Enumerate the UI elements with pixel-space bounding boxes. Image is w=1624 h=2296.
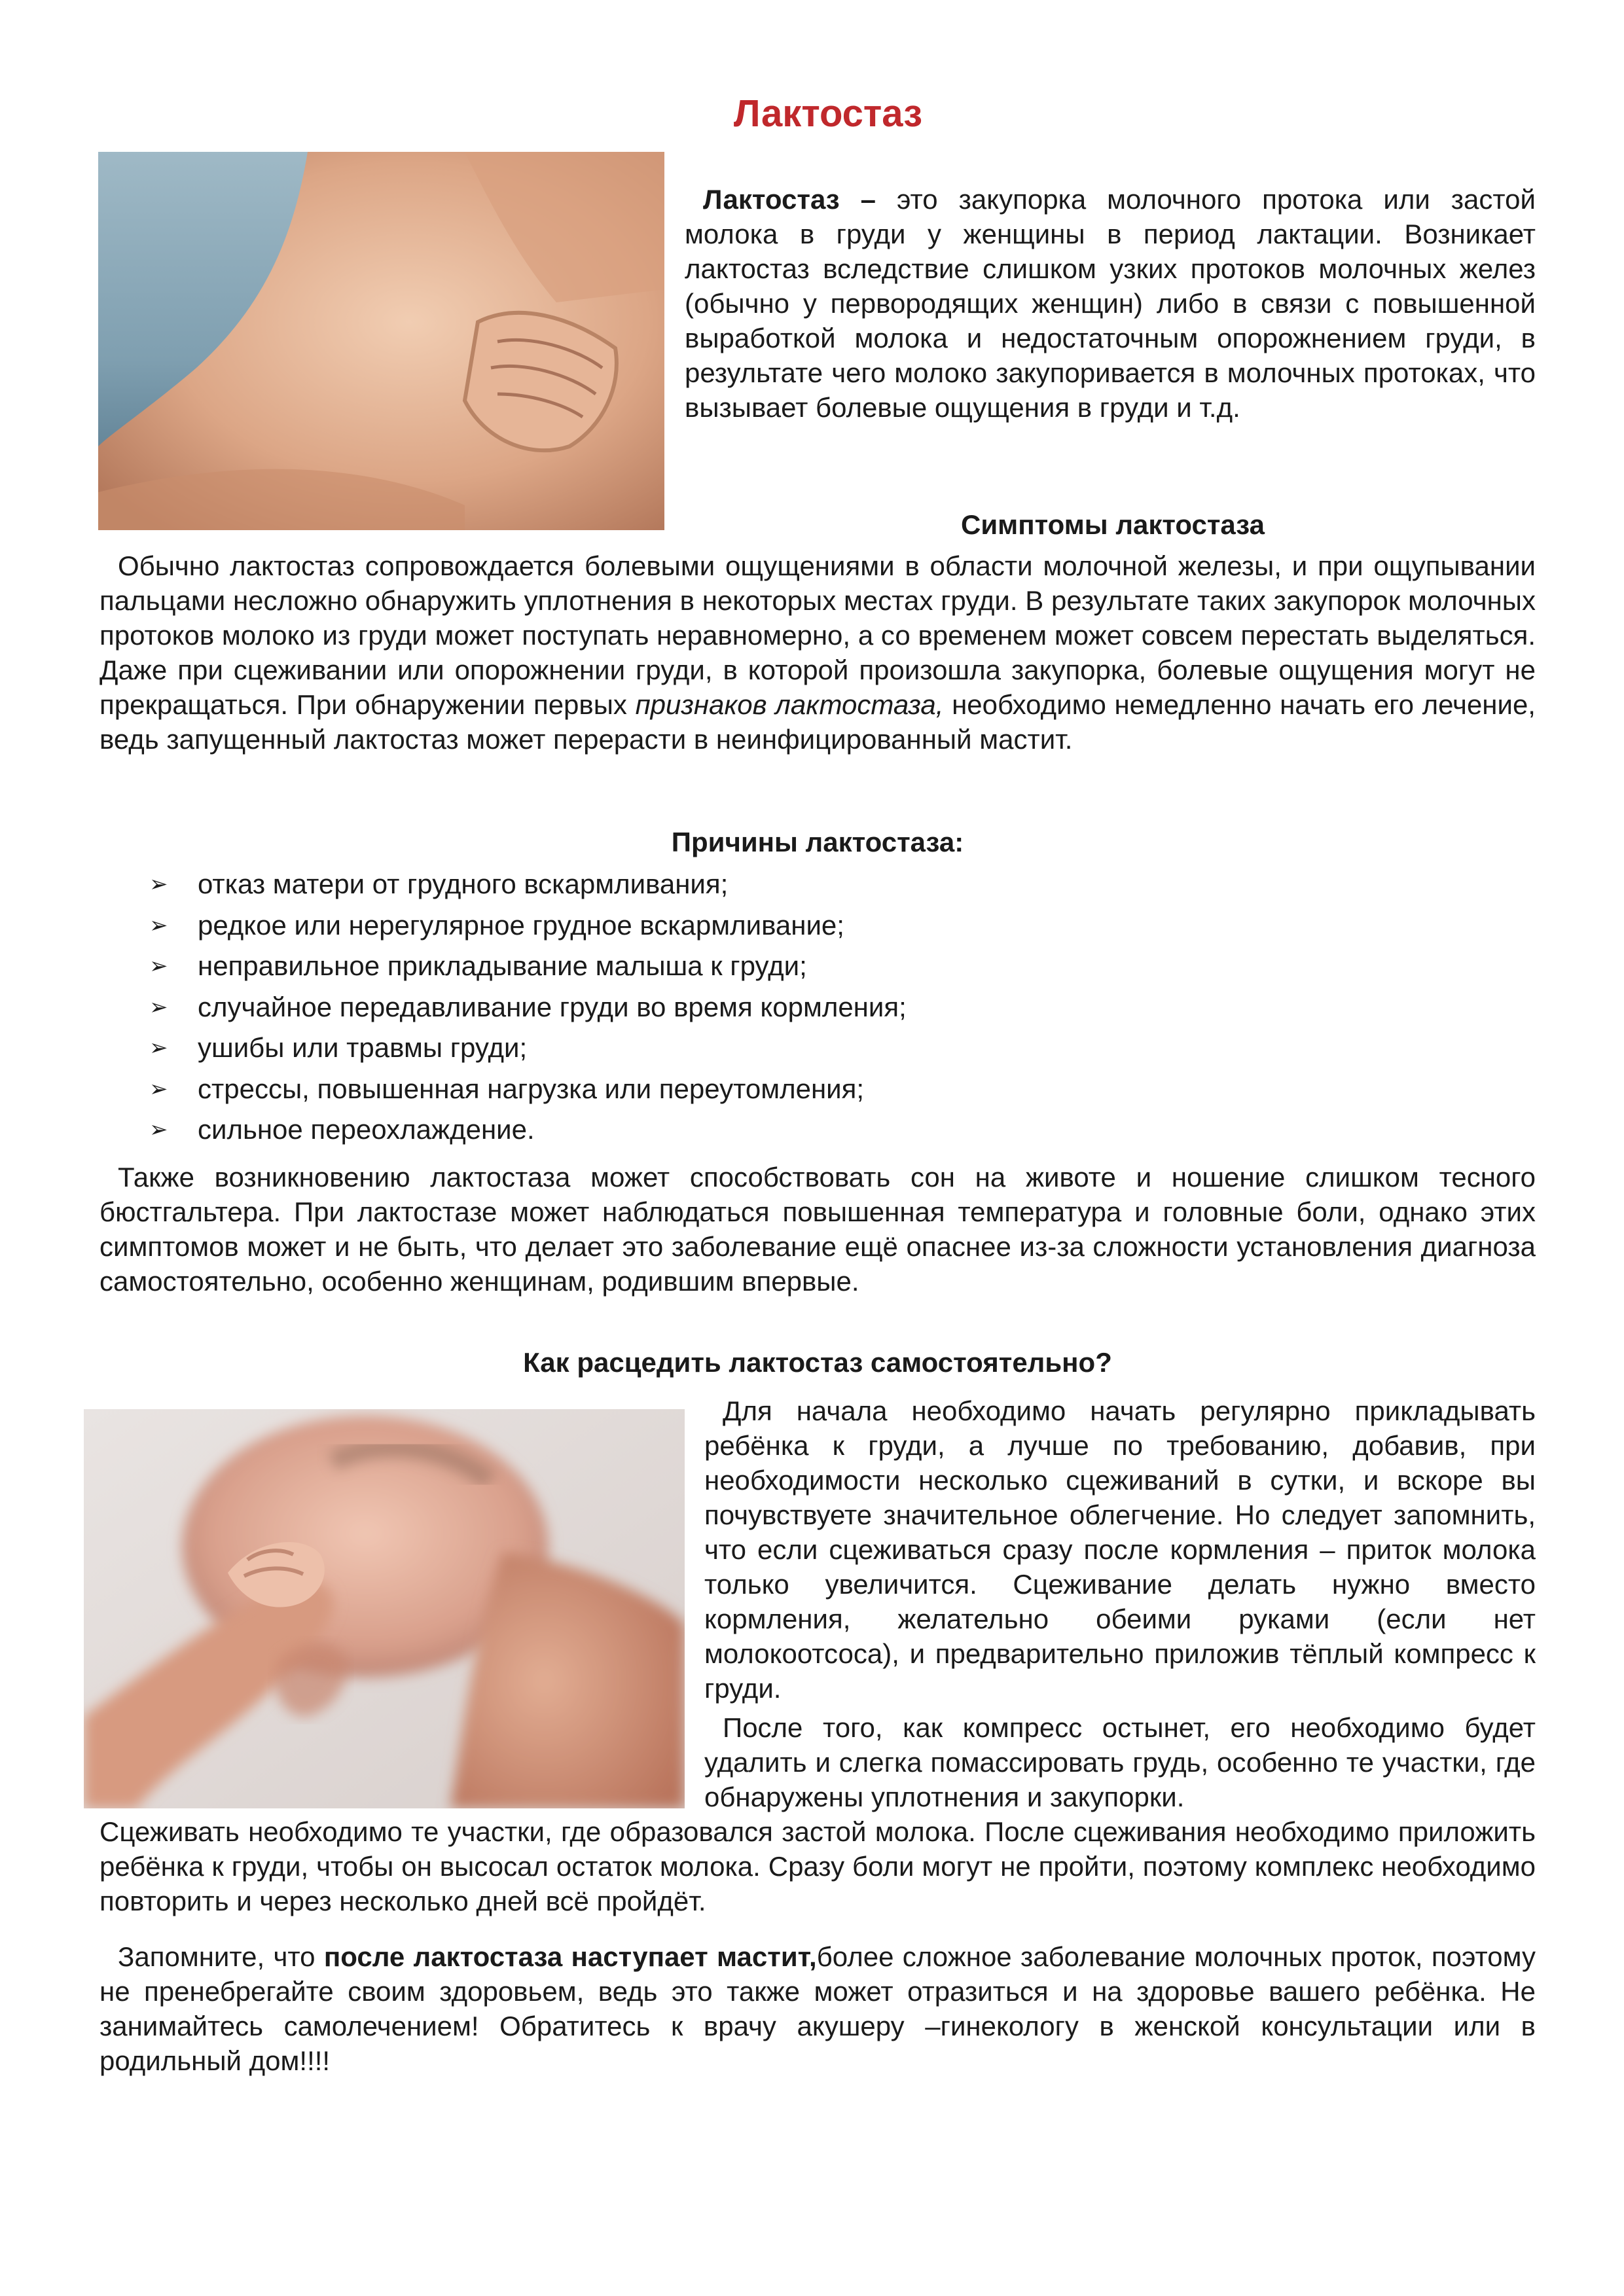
remember-paragraph	[99, 1939, 1536, 2078]
symptoms-text-before: Обычно лактостаз сопровождается болевыми ощущениями в области молочной железы, и при ощупывании пальцами несложно обнаружить уплотнения в некоторых местах груди. В результате таких закупорок молочных протоков молоко из груди может поступать неравномерно, а со временем может совсем перестать выделяться. Даже при сцеживании или опорожнении груди, в которой произошла закупорка, болевые ощущения могут не прекращаться. При обнаружении первых	[99, 550, 1536, 720]
intro-text: это закупорка молочного протока или застой молока в груди у женщины в период лактации. Возникает лактостаз вследствие слишком узких протоков молочных желез (обычно у первородящих женщин) либо в связи с повышенной выработкой молока и недостаточным опорожнением груди, в результате чего молоко закупоривается в молочных протоках, что вызывает болевые ощущения в груди и т.д.	[685, 184, 1536, 423]
list-item: ➢ редкое или нерегулярное грудное вскармливание;	[149, 905, 1524, 946]
symptoms-italic: признаков лактостаза,	[635, 689, 944, 720]
intro-paragraph	[685, 182, 1536, 425]
how-paragraph-2-rest: Сцеживать необходимо те участки, где образовался застой молока. После сцеживания необходимо приложить ребёнка к груди, чтобы он высосал остаток молока. Сразу боли могут не пройти, поэтому комплекс необходимо повторить и через несколько дней всё пройдёт.	[99, 1816, 1536, 1916]
bullet-arrow-icon: ➢	[149, 912, 168, 939]
list-item: ➢ отказ матери от грудного вскармливания;	[149, 864, 1524, 905]
how-paragraph-1: Для начала необходимо начать регулярно прикладывать ребёнка к груди, а лучше по требованию, добавив, при необходимости несколько сцеживаний в сутки, и вскоре вы почувствуете значительное облегчение. Но следует запомнить, что если сцеживаться сразу после кормления – приток молока только увеличится. Сцеживание делать нужно вместо кормления, желательно обеими руками (если нет молокоотсоса), и предварительно приложив тёплый компресс к груди.	[704, 1395, 1536, 1704]
how-paragraph-2	[99, 1710, 1536, 1918]
bullet-arrow-icon: ➢	[149, 1117, 168, 1143]
list-item: ➢ сильное переохлаждение.	[149, 1109, 1524, 1151]
list-item: ➢ неправильное прикладывание малыша к груди;	[149, 946, 1524, 987]
list-item: ➢ случайное передавливание груди во время кормления;	[149, 987, 1524, 1028]
bullet-arrow-icon: ➢	[149, 1075, 168, 1102]
symptoms-heading: Симптомы лактостаза	[961, 509, 1265, 540]
intro-term: Лактостаз –	[703, 184, 876, 215]
also-paragraph: Также возникновению лактостаза может способствовать сон на животе и ношение слишком тесного бюстгальтера. При лактостазе может наблюдаться повышенная температура и головные боли, однако этих симптомов может и не быть, что делает это заболевание ещё опаснее из-за сложности установления диагноза самостоятельно, особенно женщинам, родившим впервые.	[99, 1162, 1536, 1297]
remember-text-after: более сложное заболевание молочных проток, поэтому не пренебрегайте своим здоровьем, ведь это также может отразиться и на здоровье вашего ребёнка. Не занимайтесь самолечением! Обратитесь к врачу акушеру –гинекологу в женской консультации или в родильный дом!!!!	[99, 1941, 1536, 2076]
bullet-arrow-icon: ➢	[149, 1035, 168, 1061]
causes-heading: Причины лактостаза:	[671, 827, 964, 857]
how-paragraph-2-lead: После того, как компресс остынет, его необходимо будет удалить и слегка помассировать грудь, особенно те участки, где обнаружены уплотнения и закупорки.	[704, 1712, 1536, 1812]
bullet-arrow-icon: ➢	[149, 953, 168, 979]
bullet-arrow-icon: ➢	[149, 994, 168, 1020]
list-item: ➢ стрессы, повышенная нагрузка или переутомления;	[149, 1069, 1524, 1110]
how-heading: Как расцедить лактостаз самостоятельно?	[523, 1347, 1112, 1378]
remember-text-before: Запомните, что	[118, 1941, 324, 1972]
symptoms-text-after: необходимо немедленно начать его лечение, ведь запущенный лактостаз может перерасти в неинфицированный мастит.	[99, 689, 1536, 755]
list-item: ➢ ушибы или травмы груди;	[149, 1028, 1524, 1069]
remember-bold: после лактостаза наступает мастит,	[323, 1941, 817, 1972]
causes-list	[149, 864, 1524, 1151]
page-title: Лактостаз	[733, 92, 923, 135]
bullet-arrow-icon: ➢	[149, 871, 168, 897]
symptoms-paragraph	[99, 548, 1536, 757]
photo-woman-chest	[98, 152, 664, 530]
